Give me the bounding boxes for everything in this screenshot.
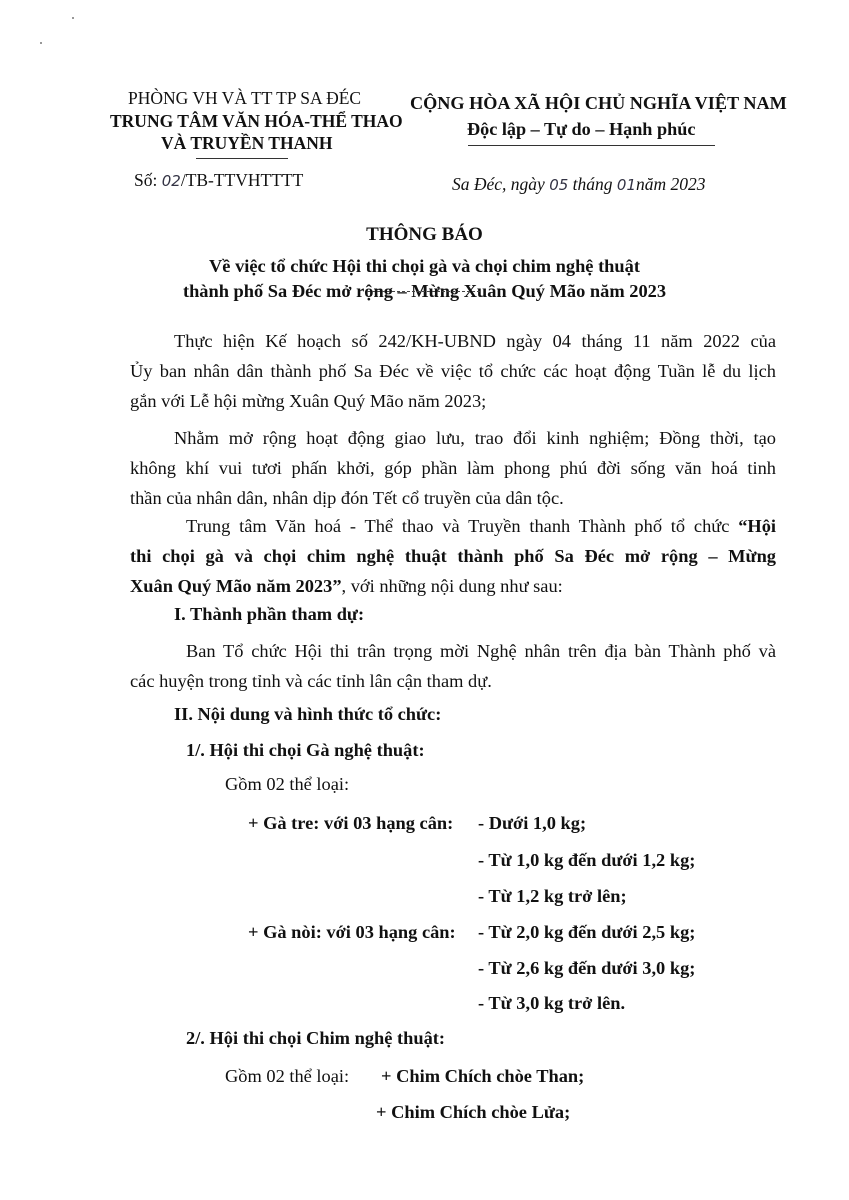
nation-line-1: CỘNG HÒA XÃ HỘI CHỦ NGHĨA VIỆT NAM	[410, 93, 787, 113]
agency-line-1: PHÒNG VH VÀ TT TP SA ĐÉC	[128, 88, 362, 108]
paragraph-line: các huyện trong tỉnh và các tỉnh lân cận tham dự.	[130, 671, 492, 691]
month-handwritten: 01	[616, 176, 637, 194]
subsection-2-heading: 2/. Hội thi chọi Chim nghệ thuật:	[186, 1028, 446, 1048]
paragraph-line: Ban Tổ chức Hội thi trân trọng mời Nghệ nhân trên địa bàn Thành phố và	[186, 641, 776, 661]
notice-subtitle-2: thành phố Sa Đéc mở rộng – Mừng Xuân Quý Mão năm 2023	[182, 281, 667, 301]
section-1-paragraph	[130, 636, 776, 696]
nation-line-2: Độc lập – Tự do – Hạnh phúc	[467, 119, 696, 139]
subsection-1-heading: 1/. Hội thi chọi Gà nghệ thuật:	[186, 740, 425, 760]
place-date-prefix: Sa Đéc, ngày	[452, 174, 545, 194]
doc-number	[134, 170, 303, 191]
scan-speck	[72, 17, 74, 19]
year-label: năm 2023	[636, 174, 706, 194]
paragraph-line: không khí vui tươi phấn khởi, góp phần làm phong phú đời sống văn hoá tinh	[130, 458, 776, 478]
paragraph-line: thi chọi gà và chọi chim nghệ thuật thành phố Sa Đéc mở rộng – Mừng	[130, 546, 776, 566]
paragraph-line: Nhằm mở rộng hoạt động giao lưu, trao đổi kinh nghiệm; Đồng thời, tạo	[174, 428, 776, 448]
title-separator	[367, 291, 480, 292]
bird-type: + Chim Chích chòe Lửa;	[376, 1102, 571, 1122]
paragraph-line: Trung tâm Văn hoá - Thể thao và Truyền thanh Thành phố tổ chức “Hội	[186, 516, 776, 536]
motto-underline	[468, 145, 715, 146]
ga-tre-class: - Từ 1,0 kg đến dưới 1,2 kg;	[478, 850, 696, 870]
ga-noi-class: - Từ 2,0 kg đến dưới 2,5 kg;	[478, 922, 696, 942]
month-label: tháng	[572, 174, 613, 194]
paragraph-line: Thực hiện Kế hoạch số 242/KH-UBND ngày 04 tháng 11 năm 2022 của	[174, 331, 776, 351]
agency-line-2: TRUNG TÂM VĂN HÓA-THỂ THAO	[110, 111, 403, 131]
notice-heading: THÔNG BÁO	[366, 224, 483, 245]
ga-noi-class: - Từ 2,6 kg đến dưới 3,0 kg;	[478, 958, 696, 978]
doc-number-prefix: Số:	[134, 170, 158, 190]
day-handwritten: 05	[549, 176, 569, 194]
bird-type: + Chim Chích chòe Than;	[381, 1066, 585, 1086]
paragraph-organizer	[130, 511, 776, 601]
ga-noi-label: + Gà nòi: với 03 hạng cân:	[248, 922, 456, 942]
agency-underline	[196, 158, 288, 159]
paragraph-purpose	[130, 423, 776, 513]
doc-number-handwritten: 02	[161, 172, 181, 190]
ga-tre-class: - Dưới 1,0 kg;	[478, 813, 587, 833]
paragraph-line: thần của nhân dân, nhân dịp đón Tết cổ truyền của dân tộc.	[130, 488, 564, 508]
paragraph-plan	[130, 326, 776, 416]
paragraph-line: gắn với Lễ hội mừng Xuân Quý Mão năm 2023;	[130, 391, 487, 411]
place-date	[452, 174, 706, 195]
scan-speck	[40, 42, 42, 44]
section-1-heading: I. Thành phần tham dự:	[174, 604, 365, 624]
section-2-heading: II. Nội dung và hình thức tổ chức:	[174, 704, 442, 724]
subsection-1-intro: Gồm 02 thể loại:	[225, 774, 350, 794]
subsection-2-intro: Gồm 02 thể loại:	[225, 1066, 350, 1086]
paragraph-line: Ủy ban nhân dân thành phố Sa Đéc về việc tổ chức các hoạt động Tuần lễ du lịch	[130, 361, 776, 381]
ga-noi-class: - Từ 3,0 kg trở lên.	[478, 993, 626, 1013]
agency-line-3: VÀ TRUYỀN THANH	[161, 133, 333, 153]
ga-tre-label: + Gà tre: với 03 hạng cân:	[248, 813, 454, 833]
doc-number-suffix: /TB-TTVHTTTT	[180, 170, 304, 190]
paragraph-line: Xuân Quý Mão năm 2023”, với những nội dung như sau:	[130, 576, 563, 596]
ga-tre-class: - Từ 1,2 kg trở lên;	[478, 886, 627, 906]
notice-subtitle-1: Về việc tổ chức Hội thi chọi gà và chọi chim nghệ thuật	[209, 256, 640, 276]
